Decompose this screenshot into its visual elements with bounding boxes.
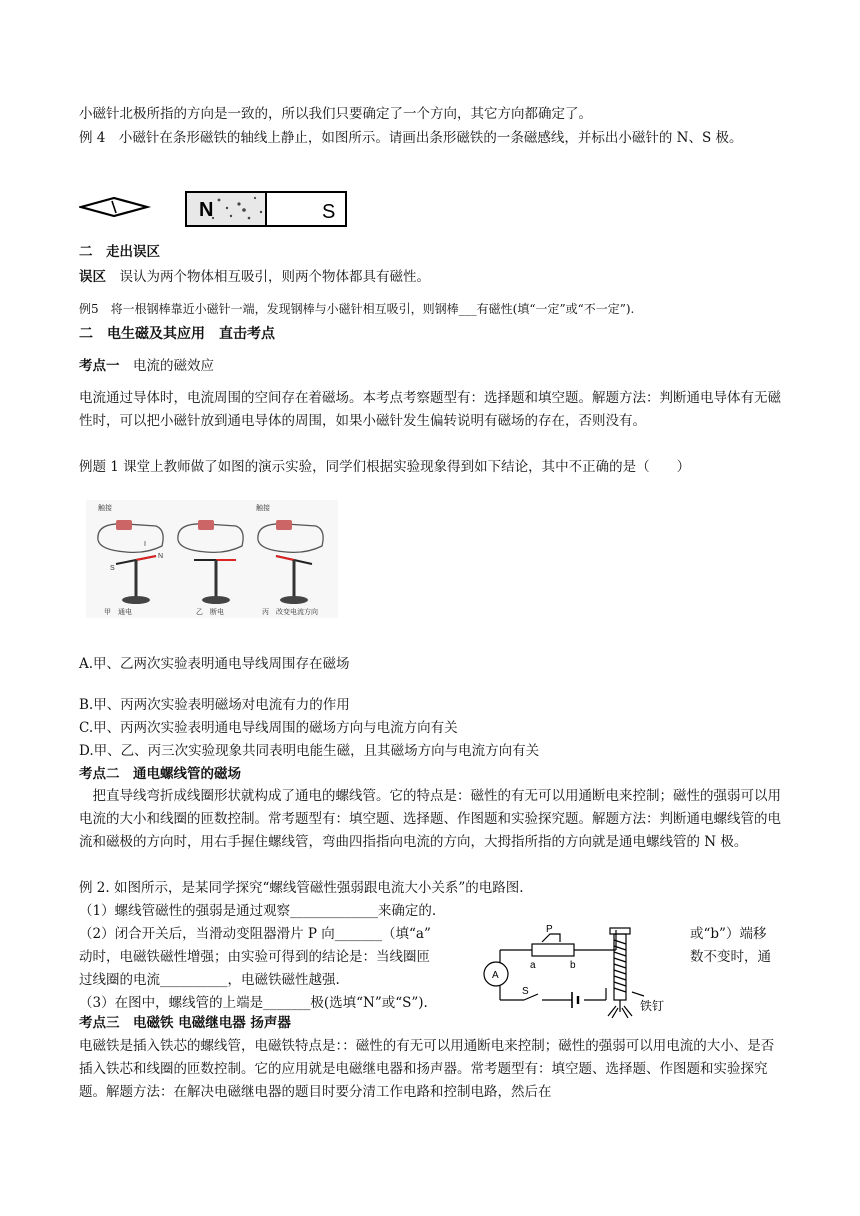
example-4: 例 4 小磁针在条形磁铁的轴线上静止，如图所示。请画出条形磁铁的一条磁感线，并标出小磁针的 N、S 极。 — [79, 130, 743, 146]
magnet-n-label: N — [199, 199, 214, 221]
magnet-s-label: S — [322, 201, 336, 223]
option-b: B.甲、丙两次实验表明磁场对电流有力的作用 — [79, 697, 350, 713]
option-a: A.甲、乙两次实验表明通电导线周围存在磁场 — [79, 656, 350, 672]
key-point-3-body: 电磁铁是插入铁芯的螺线管，电磁铁特点是：：磁性的有无可以用通断电来控制；磁性的强弱可以用电流的大小、是否插入铁芯和线圈的匝数控制。它的应用就是电磁继电器和扬声器。常考题型有：填空题、选择题、作图题和实验探究题。解题方法：在解决电磁继电器的题目时要分清工作电路和控制电路，然后在 — [79, 1038, 775, 1100]
misconception-text: 误认为两个物体相互吸引，则两个物体都具有磁性。 — [119, 269, 430, 285]
example-2-q2-line3: 过线圈的电流__________，电磁铁磁性越强. — [79, 972, 340, 988]
key-point-1-title: 电流的磁效应 — [133, 358, 214, 374]
compass-needle — [81, 198, 147, 216]
misconception-line — [79, 266, 785, 289]
example-2-q1: （1）螺线管磁性的强弱是通过观察_____________来确定的. — [79, 903, 437, 919]
question-1: 例题 1 课堂上教师做了如图的演示实验，同学们根据实验现象得到如下结论，其中不正确的是（ ） — [79, 459, 691, 475]
solenoid-circuit-figure — [482, 920, 690, 1024]
example-2-q2-line2-right: 数不变时，通 — [690, 949, 771, 965]
key-point-1-body: 电流通过导体时，电流周围的空间存在着磁场。本考点考察题型有：选择题和填空题。解题方法：判断通电导体有无磁性时，可以把小磁针放到通电导体的周围，如果小磁针发生偏转说明有磁场的存在，否则没有。 — [79, 390, 781, 429]
option-d: D.甲、乙、丙三次实验现象共同表明电能生磁，且其磁场方向与电流方向有关 — [79, 743, 540, 759]
option-c: C.甲、丙两次实验表明通电导线周围的磁场方向与电流方向有关 — [79, 720, 458, 736]
example-2-q2-line1: （2）闭合开关后，当滑动变阻器滑片 P 向_______（填“a” — [79, 926, 431, 942]
fig1-i-label: I — [144, 541, 146, 548]
key-point-2-body: 把直导线弯折成线圈形状就构成了通电的螺线管。它的特点是：磁性的有无可以用通断电来控制；磁性的强弱可以用电流的大小和线圈的匝数控制。常考题型有：填空题、选择题、作图题和实验探究题。解题方法：判断通电螺线管的电流和磁极的方向时，用右手握住螺线管，弯曲四指指向电流的方向，大拇指所指的方向就是通电螺线管的 N 极。 — [79, 788, 781, 850]
misconception-label: 误区 — [79, 269, 106, 285]
end-a-label: a — [530, 960, 536, 971]
caption-jia: 甲 通电 — [104, 609, 132, 616]
key-point-3-heading: 考点三 电磁铁 电磁继电器 扬声器 — [79, 1015, 291, 1031]
example-5: 例5 将一根钢棒靠近小磁针一端，发现钢棒与小磁针相互吸引，则钢棒___有磁性(填“一定”或“不一定”). — [79, 302, 635, 316]
section-two-electromagnetism: 二 电生磁及其应用 直击考点 — [79, 326, 275, 342]
example-2: 例 2. 如图所示，是某同学探究“螺线管磁性强弱跟电流大小关系”的电路图. — [79, 880, 524, 896]
caption-yi: 乙 断电 — [196, 609, 224, 616]
example-2-q2-line2: 动时，电磁铁磁性增强；由实验可得到的结论是：当线圈匝 — [79, 949, 430, 965]
bar-magnet — [186, 192, 346, 226]
example-2-q3: （3）在图中，螺线管的上端是_______极(选填“N”或“S”). — [79, 995, 428, 1011]
touch-label-2: 触接 — [256, 505, 270, 512]
intro-line: 小磁针北极所指的方向是一致的，所以我们只要确定了一个方向，其它方向都确定了。 — [79, 106, 592, 122]
slider-p-label: P — [546, 924, 553, 935]
ammeter-label: A — [492, 970, 499, 981]
touch-label-1: 触接 — [98, 505, 112, 512]
switch-s-label: S — [522, 986, 529, 997]
fig1-n-label: N — [158, 553, 164, 560]
oersted-experiment-figure — [86, 500, 338, 618]
example-2-q2-line1-right: 或“b”）端移 — [690, 926, 767, 942]
section-two-misconception: 二 走出误区 — [79, 244, 160, 260]
end-b-label: b — [570, 960, 576, 971]
key-point-2-heading: 考点二 通电螺线管的磁场 — [79, 766, 241, 782]
caption-bing: 丙 改变电流方向 — [262, 609, 318, 616]
key-point-1-label: 考点一 — [79, 358, 120, 374]
key-point-1-heading — [79, 355, 785, 378]
fig1-s-label: S — [110, 565, 115, 572]
bar-magnet-figure — [79, 188, 359, 230]
iron-nail-label: 铁钉 — [640, 999, 665, 1013]
